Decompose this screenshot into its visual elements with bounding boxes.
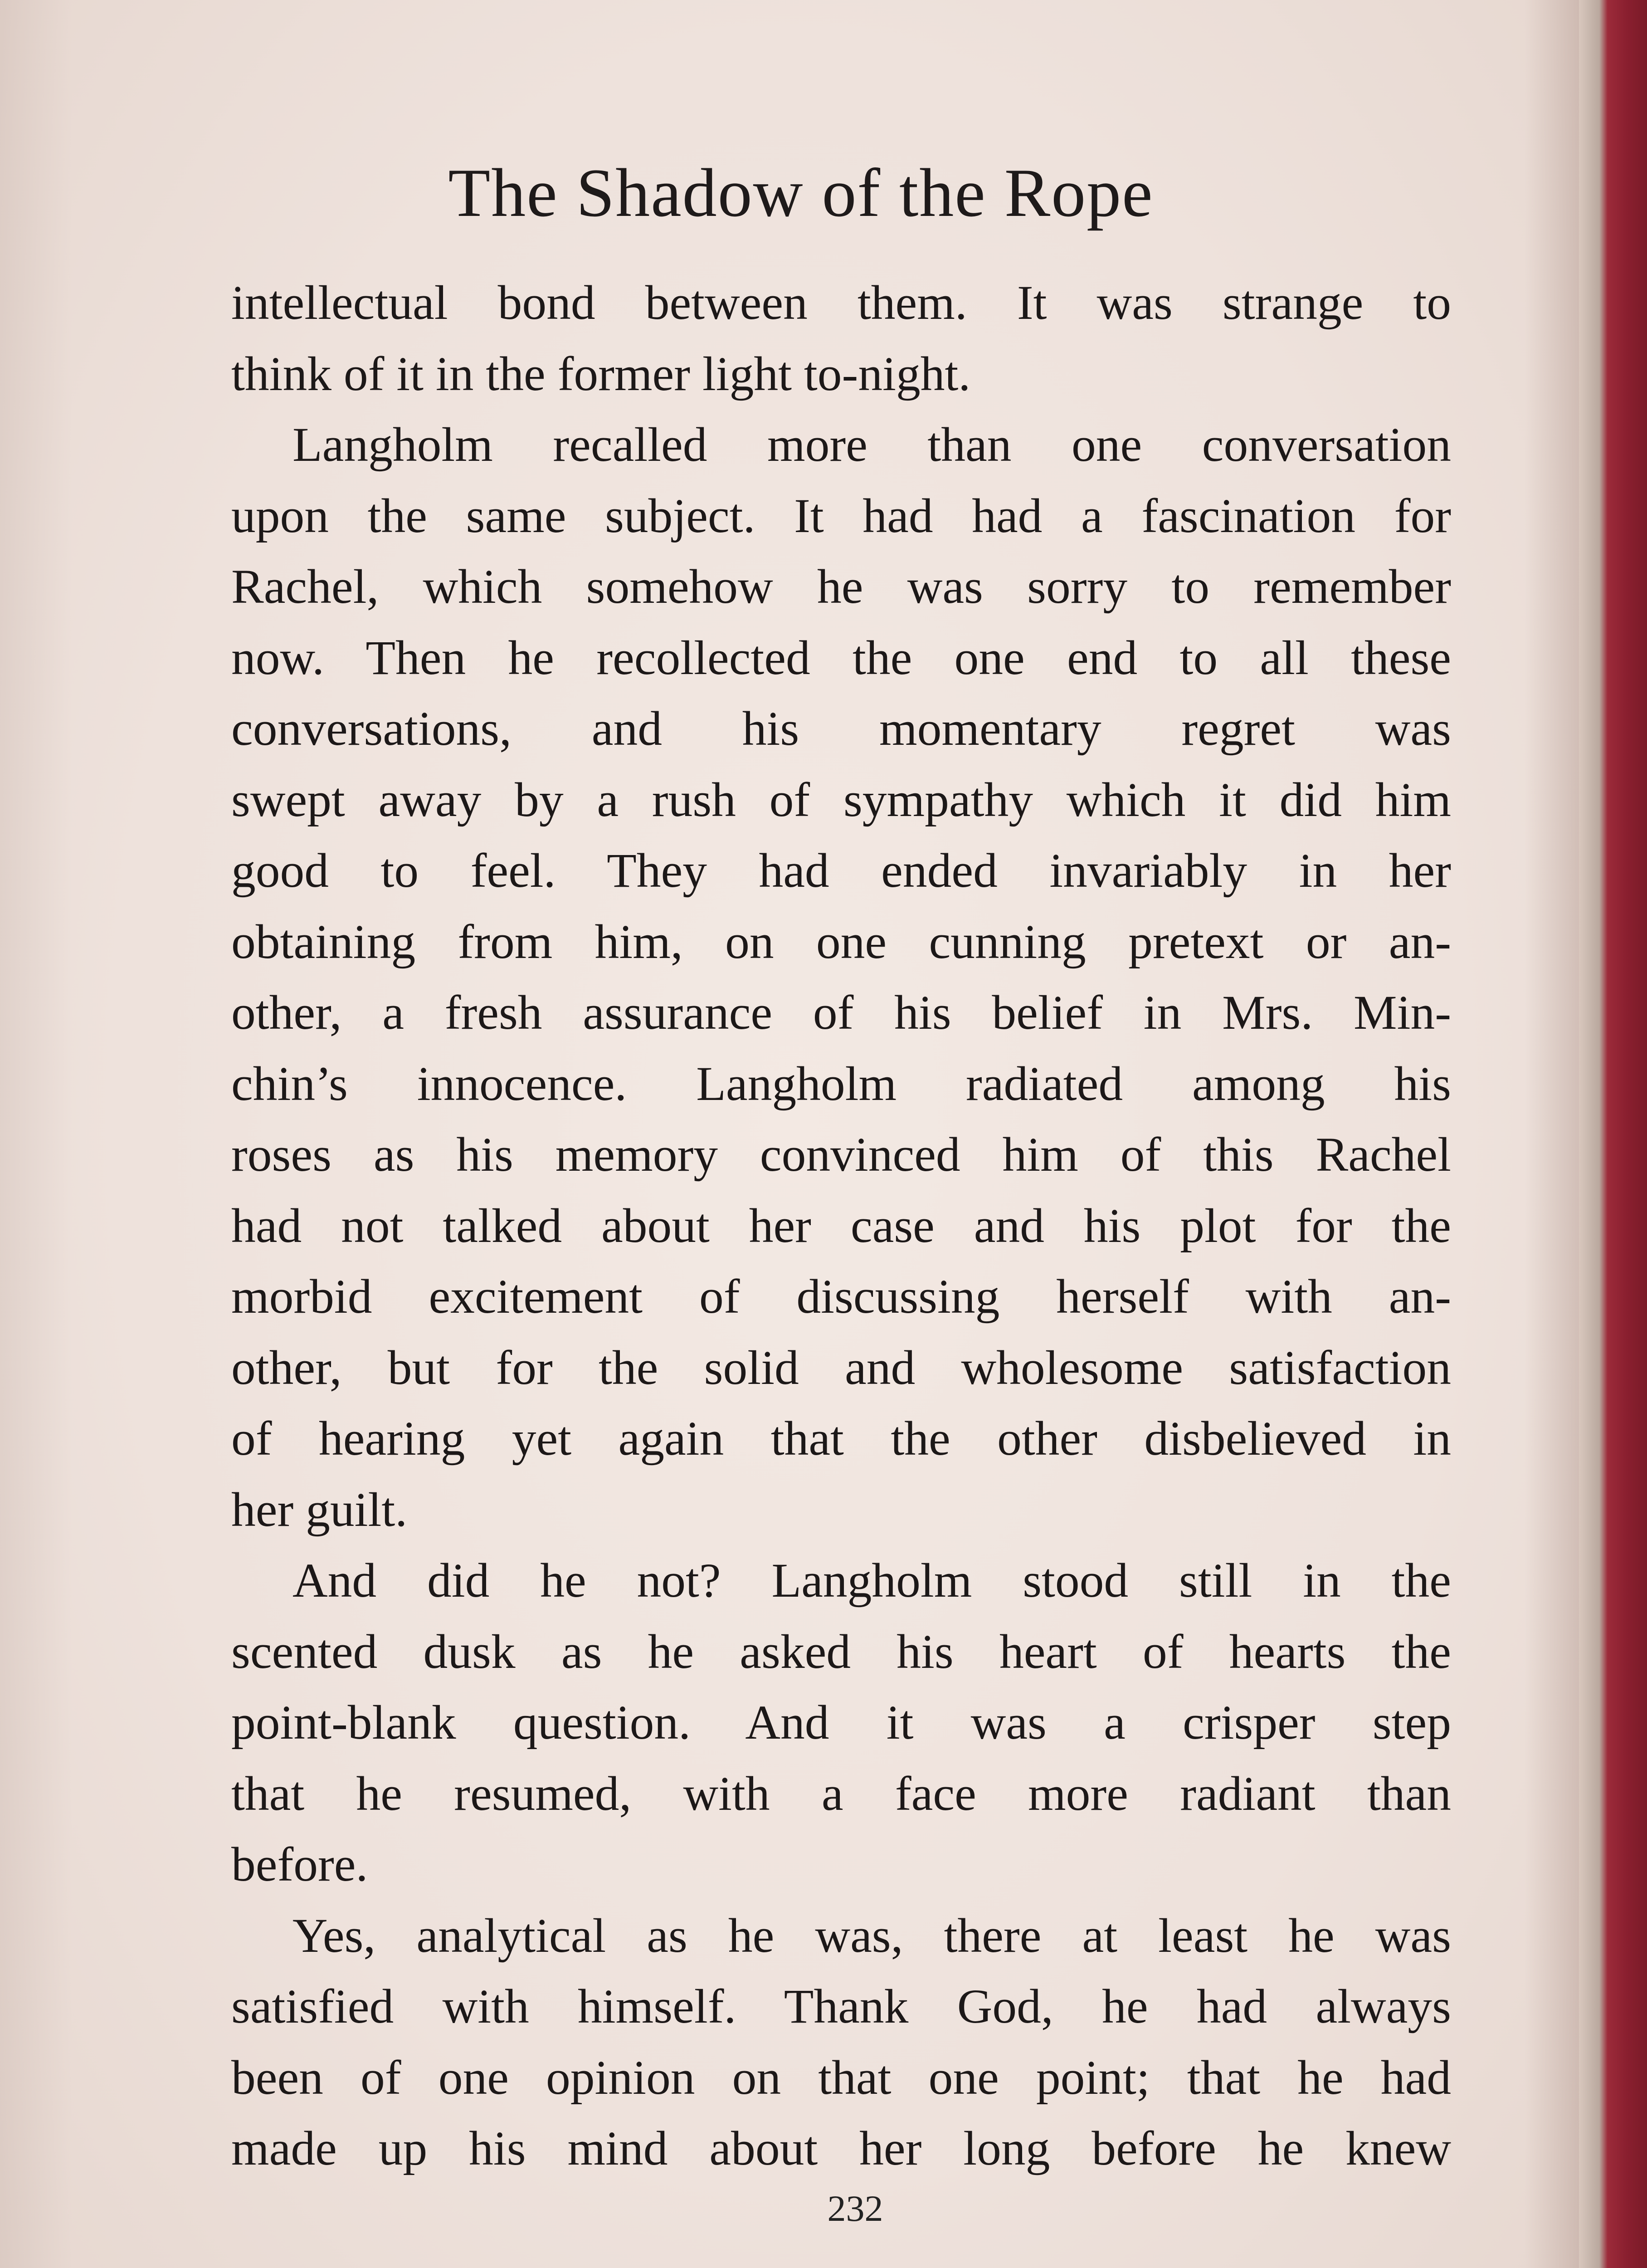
- text-line: before.: [231, 1838, 368, 1892]
- text-line: intellectual bond between them. It was strange to: [231, 276, 1451, 330]
- text-line: roses as his memory convinced him of this Rachel: [231, 1128, 1451, 1182]
- text-line: been of one opinion on that one point; that he had: [231, 2050, 1451, 2105]
- text-line: point-blank question. And it was a crisper step: [231, 1696, 1451, 1750]
- book-spine-edge: [1579, 0, 1647, 2268]
- page-gutter-shadow: [1525, 0, 1579, 2268]
- text-line: conversations, and his momentary regret was: [231, 702, 1451, 756]
- body-text: [231, 268, 1451, 2185]
- text-line: satisfied with himself. Thank God, he had always: [231, 1980, 1451, 2033]
- text-line: chin’s innocence. Langholm radiated among his: [231, 1056, 1451, 1111]
- page-number: [0, 2187, 1647, 2230]
- text-line: morbid excitement of discussing herself with an-: [231, 1270, 1451, 1324]
- text-line: now. Then he recollected the one end to all these: [231, 631, 1451, 685]
- text-line: upon the same subject. It had had a fascination for: [231, 489, 1451, 543]
- text-line: think of it in the former light to-night.: [231, 347, 971, 401]
- text-line: swept away by a rush of sympathy which it did him: [231, 772, 1451, 827]
- text-line: of hearing yet again that the other disbelieved in: [231, 1412, 1451, 1466]
- text-line: Langholm recalled more than one conversation: [292, 418, 1451, 472]
- text-line: scented dusk as he asked his heart of hearts the: [231, 1624, 1451, 1679]
- text-line: Rachel, which somehow he was sorry to remember: [231, 560, 1451, 614]
- text-line: made up his mind about her long before he knew: [231, 2121, 1451, 2175]
- text-line: good to feel. They had ended invariably in her: [231, 844, 1451, 898]
- text-line: had not talked about her case and his plot for the: [231, 1198, 1451, 1253]
- text-line: other, but for the solid and wholesome satisfaction: [231, 1340, 1451, 1395]
- text-line: obtaining from him, on one cunning pretext or an-: [231, 914, 1451, 969]
- text-line: her guilt.: [231, 1482, 408, 1537]
- running-header: [0, 153, 1647, 232]
- text-line: And did he not? Langholm stood still in the: [292, 1554, 1451, 1608]
- text-line: that he resumed, with a face more radiant than: [231, 1766, 1451, 1821]
- text-line: Yes, analytical as he was, there at least he was: [292, 1908, 1451, 1963]
- running-title: The Shadow of the Rope: [448, 155, 1154, 231]
- page-number-text: 232: [827, 2188, 883, 2229]
- text-line: other, a fresh assurance of his belief in Mrs. Min-: [231, 986, 1451, 1040]
